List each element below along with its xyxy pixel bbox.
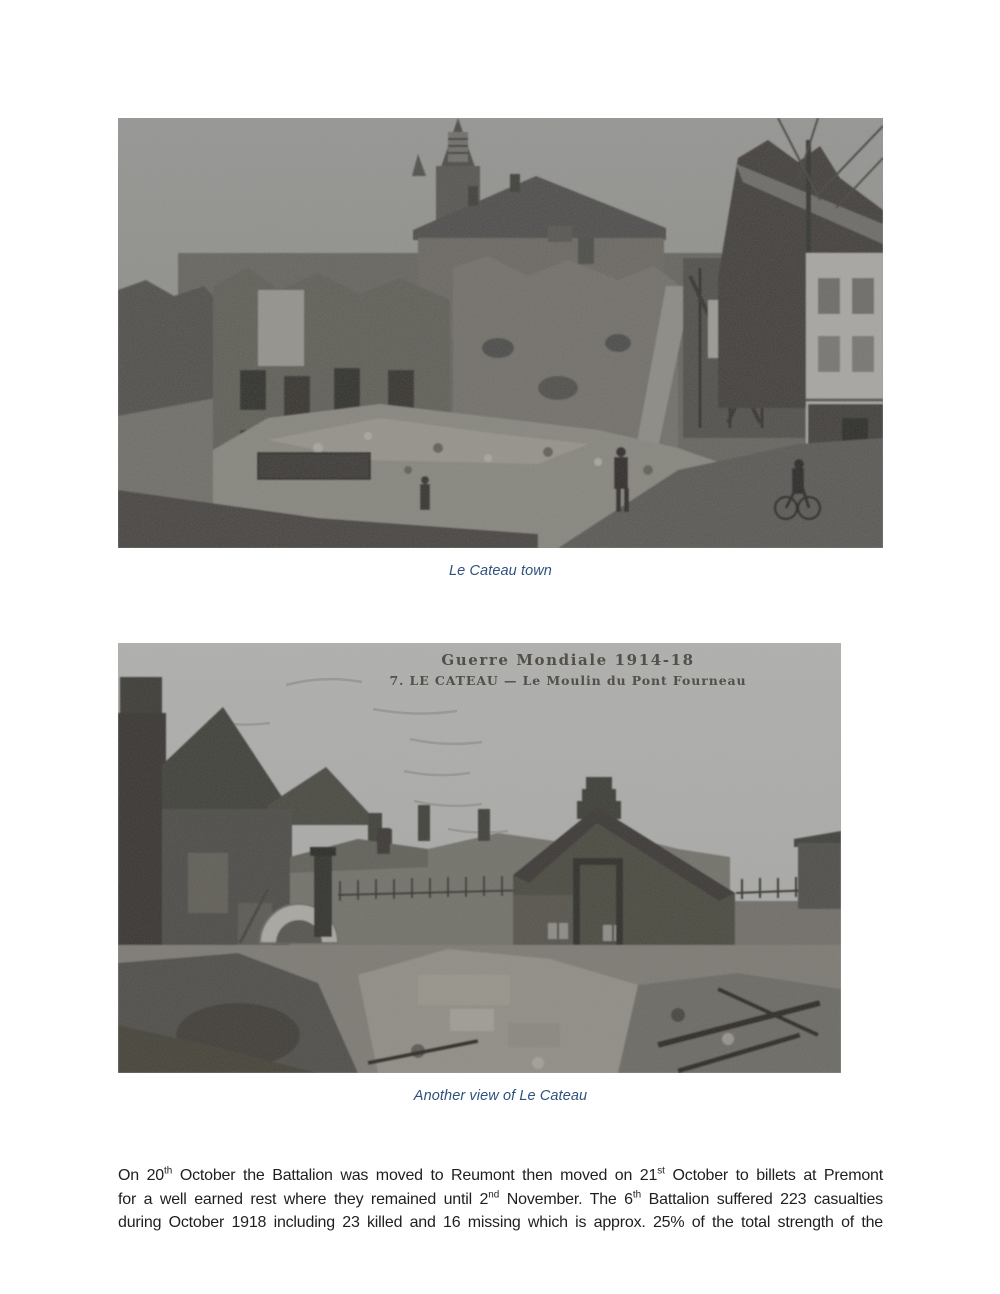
superscript-ordinal: th [632, 1189, 642, 1201]
text-segment: during October 1918 including 23 killed and 16 missing which is approx. 25% of the total strength of the [118, 1214, 883, 1231]
paragraph-line-2 [118, 1188, 883, 1212]
text-segment: October to billets at Premont [664, 1167, 883, 1184]
film-grain [118, 118, 883, 548]
text-segment: for a well earned rest where they remained until 2 [118, 1190, 489, 1208]
photo-caption: Another view of Le Cateau [413, 1088, 588, 1104]
text-segment: Battalion suffered 223 casualties [641, 1190, 883, 1208]
film-grain [118, 643, 841, 1073]
photo-le-cateau-mill [118, 643, 841, 1073]
mill-postcard-scene [118, 643, 841, 1073]
superscript-ordinal: nd [488, 1189, 500, 1201]
superscript-ordinal: st [657, 1165, 665, 1177]
superscript-ordinal: th [163, 1165, 173, 1177]
postcard-subtitle: 7. LE CATEAU — Le Moulin du Pont Fourneau [389, 673, 747, 688]
text-segment: November. The 6 [499, 1190, 633, 1208]
paragraph-line-1 [118, 1164, 883, 1188]
ruined-town-scene [118, 118, 883, 548]
body-paragraph [118, 1164, 883, 1235]
photo-caption: Le Cateau town [449, 563, 552, 579]
paragraph-line-3 [118, 1211, 883, 1235]
text-segment: On 20 [118, 1167, 164, 1184]
postcard-title: Guerre Mondiale 1914-18 [441, 651, 695, 669]
text-segment: October the Battalion was moved to Reumont then moved on 21 [172, 1167, 658, 1184]
postcard-heading [268, 651, 841, 688]
photo-le-cateau-town [118, 118, 883, 548]
